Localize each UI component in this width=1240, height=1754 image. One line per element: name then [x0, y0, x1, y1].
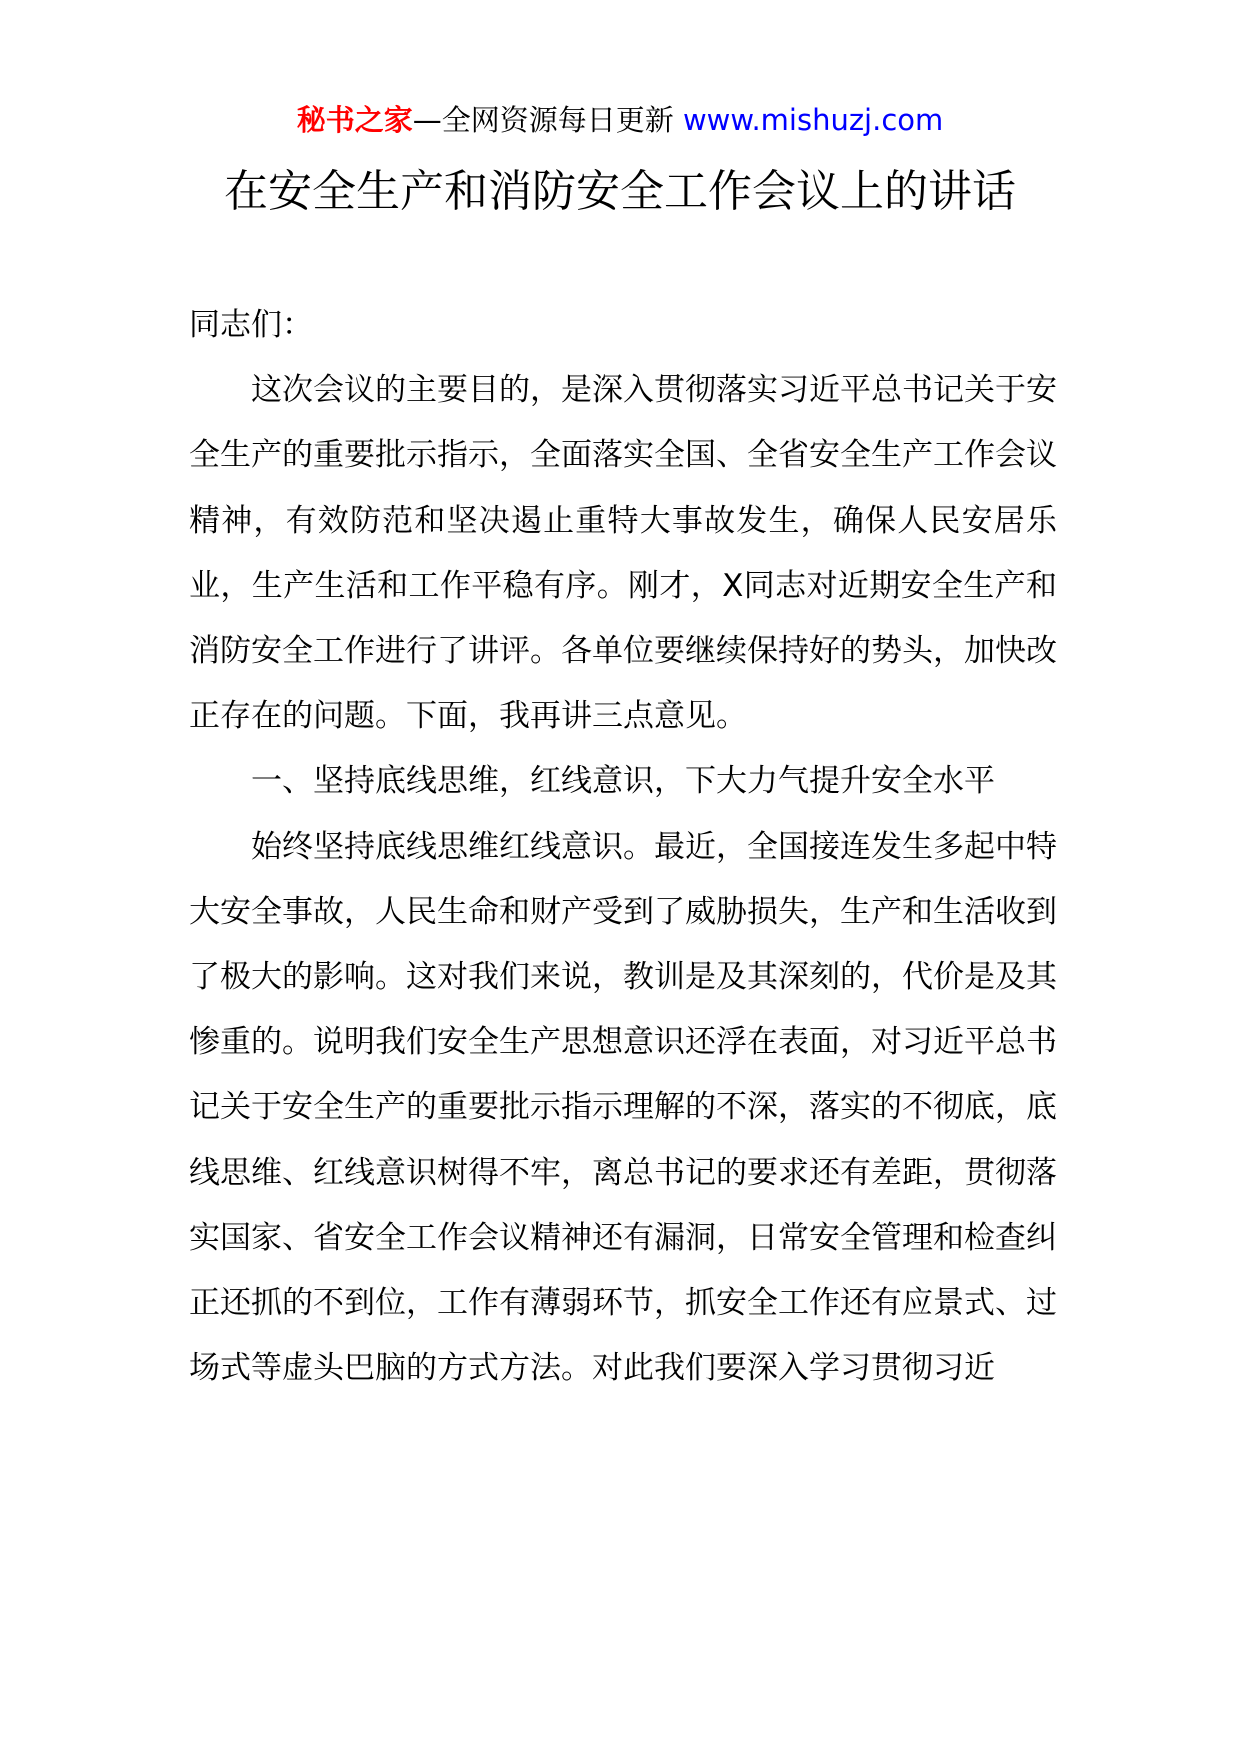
document-body — [189, 293, 1057, 1401]
section-heading: 一、坚持底线思维，红线意识，下大力气提升安全水平 — [251, 763, 995, 800]
section-paragraph: 始终坚持底线思维红线意识。最近，全国接连发生多起中特大安全事故，人民生命和财产受到了威胁损失，生产和生活收到了极大的影响。这对我们来说，教训是及其深刻的，代价是及其惨重的。说明我们安全生产思想意识还浮在表面，对习近平总书记关于安全生产的重要批示指示理解的不深，落实的不彻底，底线思维、红线意识树得不牢，离总书记的要求还有差距，贯彻落实国家、省安全工作会议精神还有漏洞，日常安全管理和检查纠正还抓的不到位，工作有薄弱环节，抓安全工作还有应景式、过场式等虚头巴脑的方式方法。对此我们要深入学习贯彻习近 — [189, 828, 1057, 1387]
header-tagline: —全网资源每日更新 — [412, 103, 674, 137]
intro-paragraph: 这次会议的主要目的，是深入贯彻落实习近平总书记关于安全生产的重要批示指示，全面落实全国、全省安全生产工作会议精神，有效防范和坚决遏止重特大事故发生，确保人民安居乐业，生产生活和工作平稳有序。刚才，X同志对近期安全生产和消防安全工作进行了讲评。各单位要继续保持好的势头，加快改正存在的问题。下面，我再讲三点意见。 — [189, 372, 1057, 735]
document-title: 在安全生产和消防安全工作会议上的讲话 — [224, 166, 1016, 217]
brand-name: 秘书之家 — [296, 103, 413, 137]
site-header — [0, 100, 1240, 140]
salutation: 同志们： — [189, 307, 313, 343]
site-url-link[interactable]: www.mishuzj.com — [682, 103, 944, 137]
